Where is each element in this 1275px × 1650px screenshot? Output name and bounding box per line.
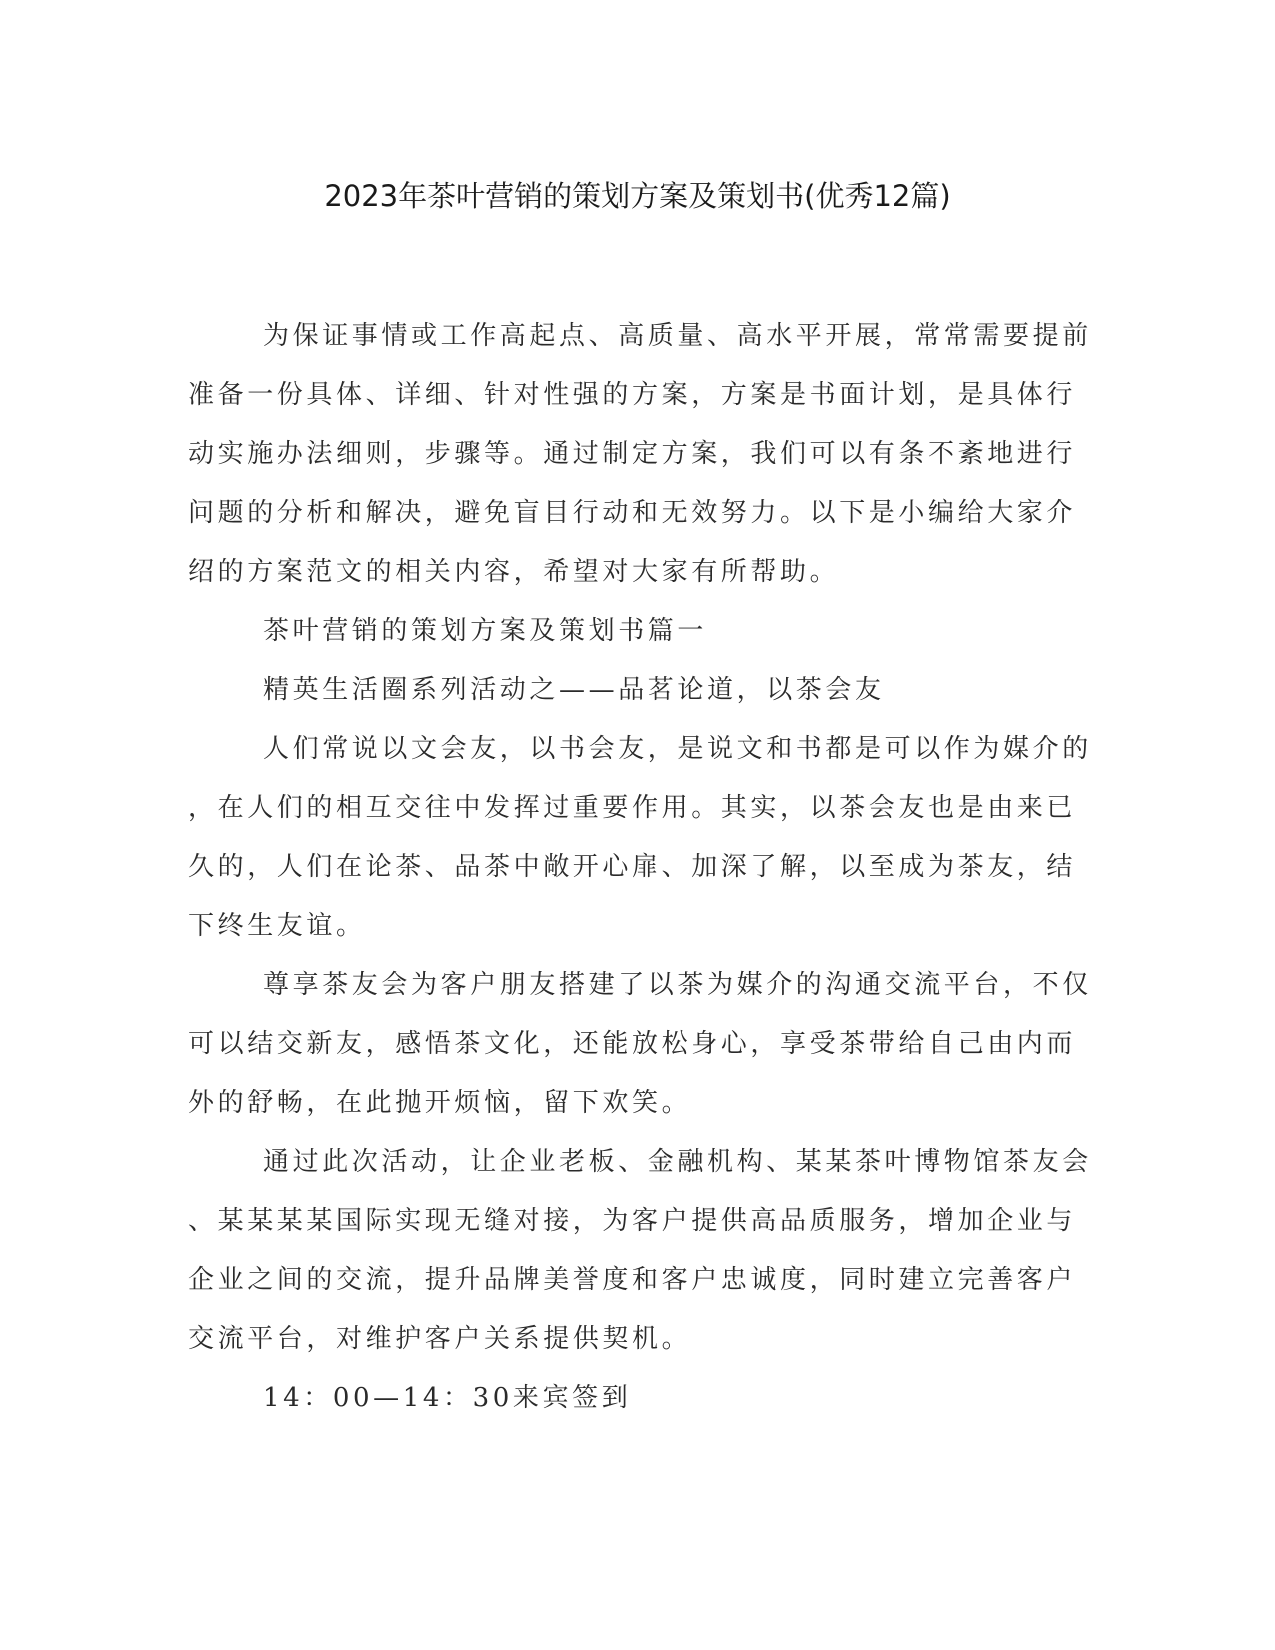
intro-line-1: 为保证事情或工作高起点、高质量、高水平开展，常常需要提前 bbox=[263, 321, 1092, 351]
para2-line-3: 外的舒畅，在此抛开烦恼，留下欢笑。 bbox=[188, 1088, 692, 1118]
para1-line-3: 久的，人们在论茶、品茶中敞开心扉、加深了解，以至成为茶友，结 bbox=[188, 852, 1077, 882]
document-title: 2023年茶叶营销的策划方案及策划书(优秀12篇) bbox=[324, 179, 951, 213]
para2-line-1: 尊享茶友会为客户朋友搭建了以茶为媒介的沟通交流平台，不仅 bbox=[263, 970, 1092, 1000]
schedule-item: 14：00—14：30来宾签到 bbox=[263, 1383, 632, 1413]
para3-line-4: 交流平台，对维护客户关系提供契机。 bbox=[188, 1324, 692, 1354]
intro-line-2: 准备一份具体、详细、针对性强的方案，方案是书面计划，是具体行 bbox=[188, 380, 1077, 410]
intro-line-3: 动实施办法细则，步骤等。通过制定方案，我们可以有条不紊地进行 bbox=[188, 439, 1077, 469]
intro-line-5: 绍的方案范文的相关内容，希望对大家有所帮助。 bbox=[188, 557, 840, 587]
activity-title: 精英生活圈系列活动之——品茗论道，以茶会友 bbox=[263, 675, 885, 705]
para1-line-1: 人们常说以文会友，以书会友，是说文和书都是可以作为媒介的 bbox=[263, 734, 1092, 764]
para3-line-3: 企业之间的交流，提升品牌美誉度和客户忠诚度，同时建立完善客户 bbox=[188, 1265, 1077, 1295]
section-heading: 茶叶营销的策划方案及策划书篇一 bbox=[263, 616, 708, 646]
para1-line-4: 下终生友谊。 bbox=[188, 911, 366, 941]
intro-line-4: 问题的分析和解决，避免盲目行动和无效努力。以下是小编给大家介 bbox=[188, 498, 1077, 528]
para3-line-1: 通过此次活动，让企业老板、金融机构、某某茶叶博物馆茶友会 bbox=[263, 1147, 1092, 1177]
para2-line-2: 可以结交新友，感悟茶文化，还能放松身心，享受茶带给自己由内而 bbox=[188, 1029, 1077, 1059]
para1-line-2: ，在人们的相互交往中发挥过重要作用。其实，以茶会友也是由来已 bbox=[188, 793, 1077, 823]
para3-line-2: 、某某某某国际实现无缝对接，为客户提供高品质服务，增加企业与 bbox=[188, 1206, 1077, 1236]
